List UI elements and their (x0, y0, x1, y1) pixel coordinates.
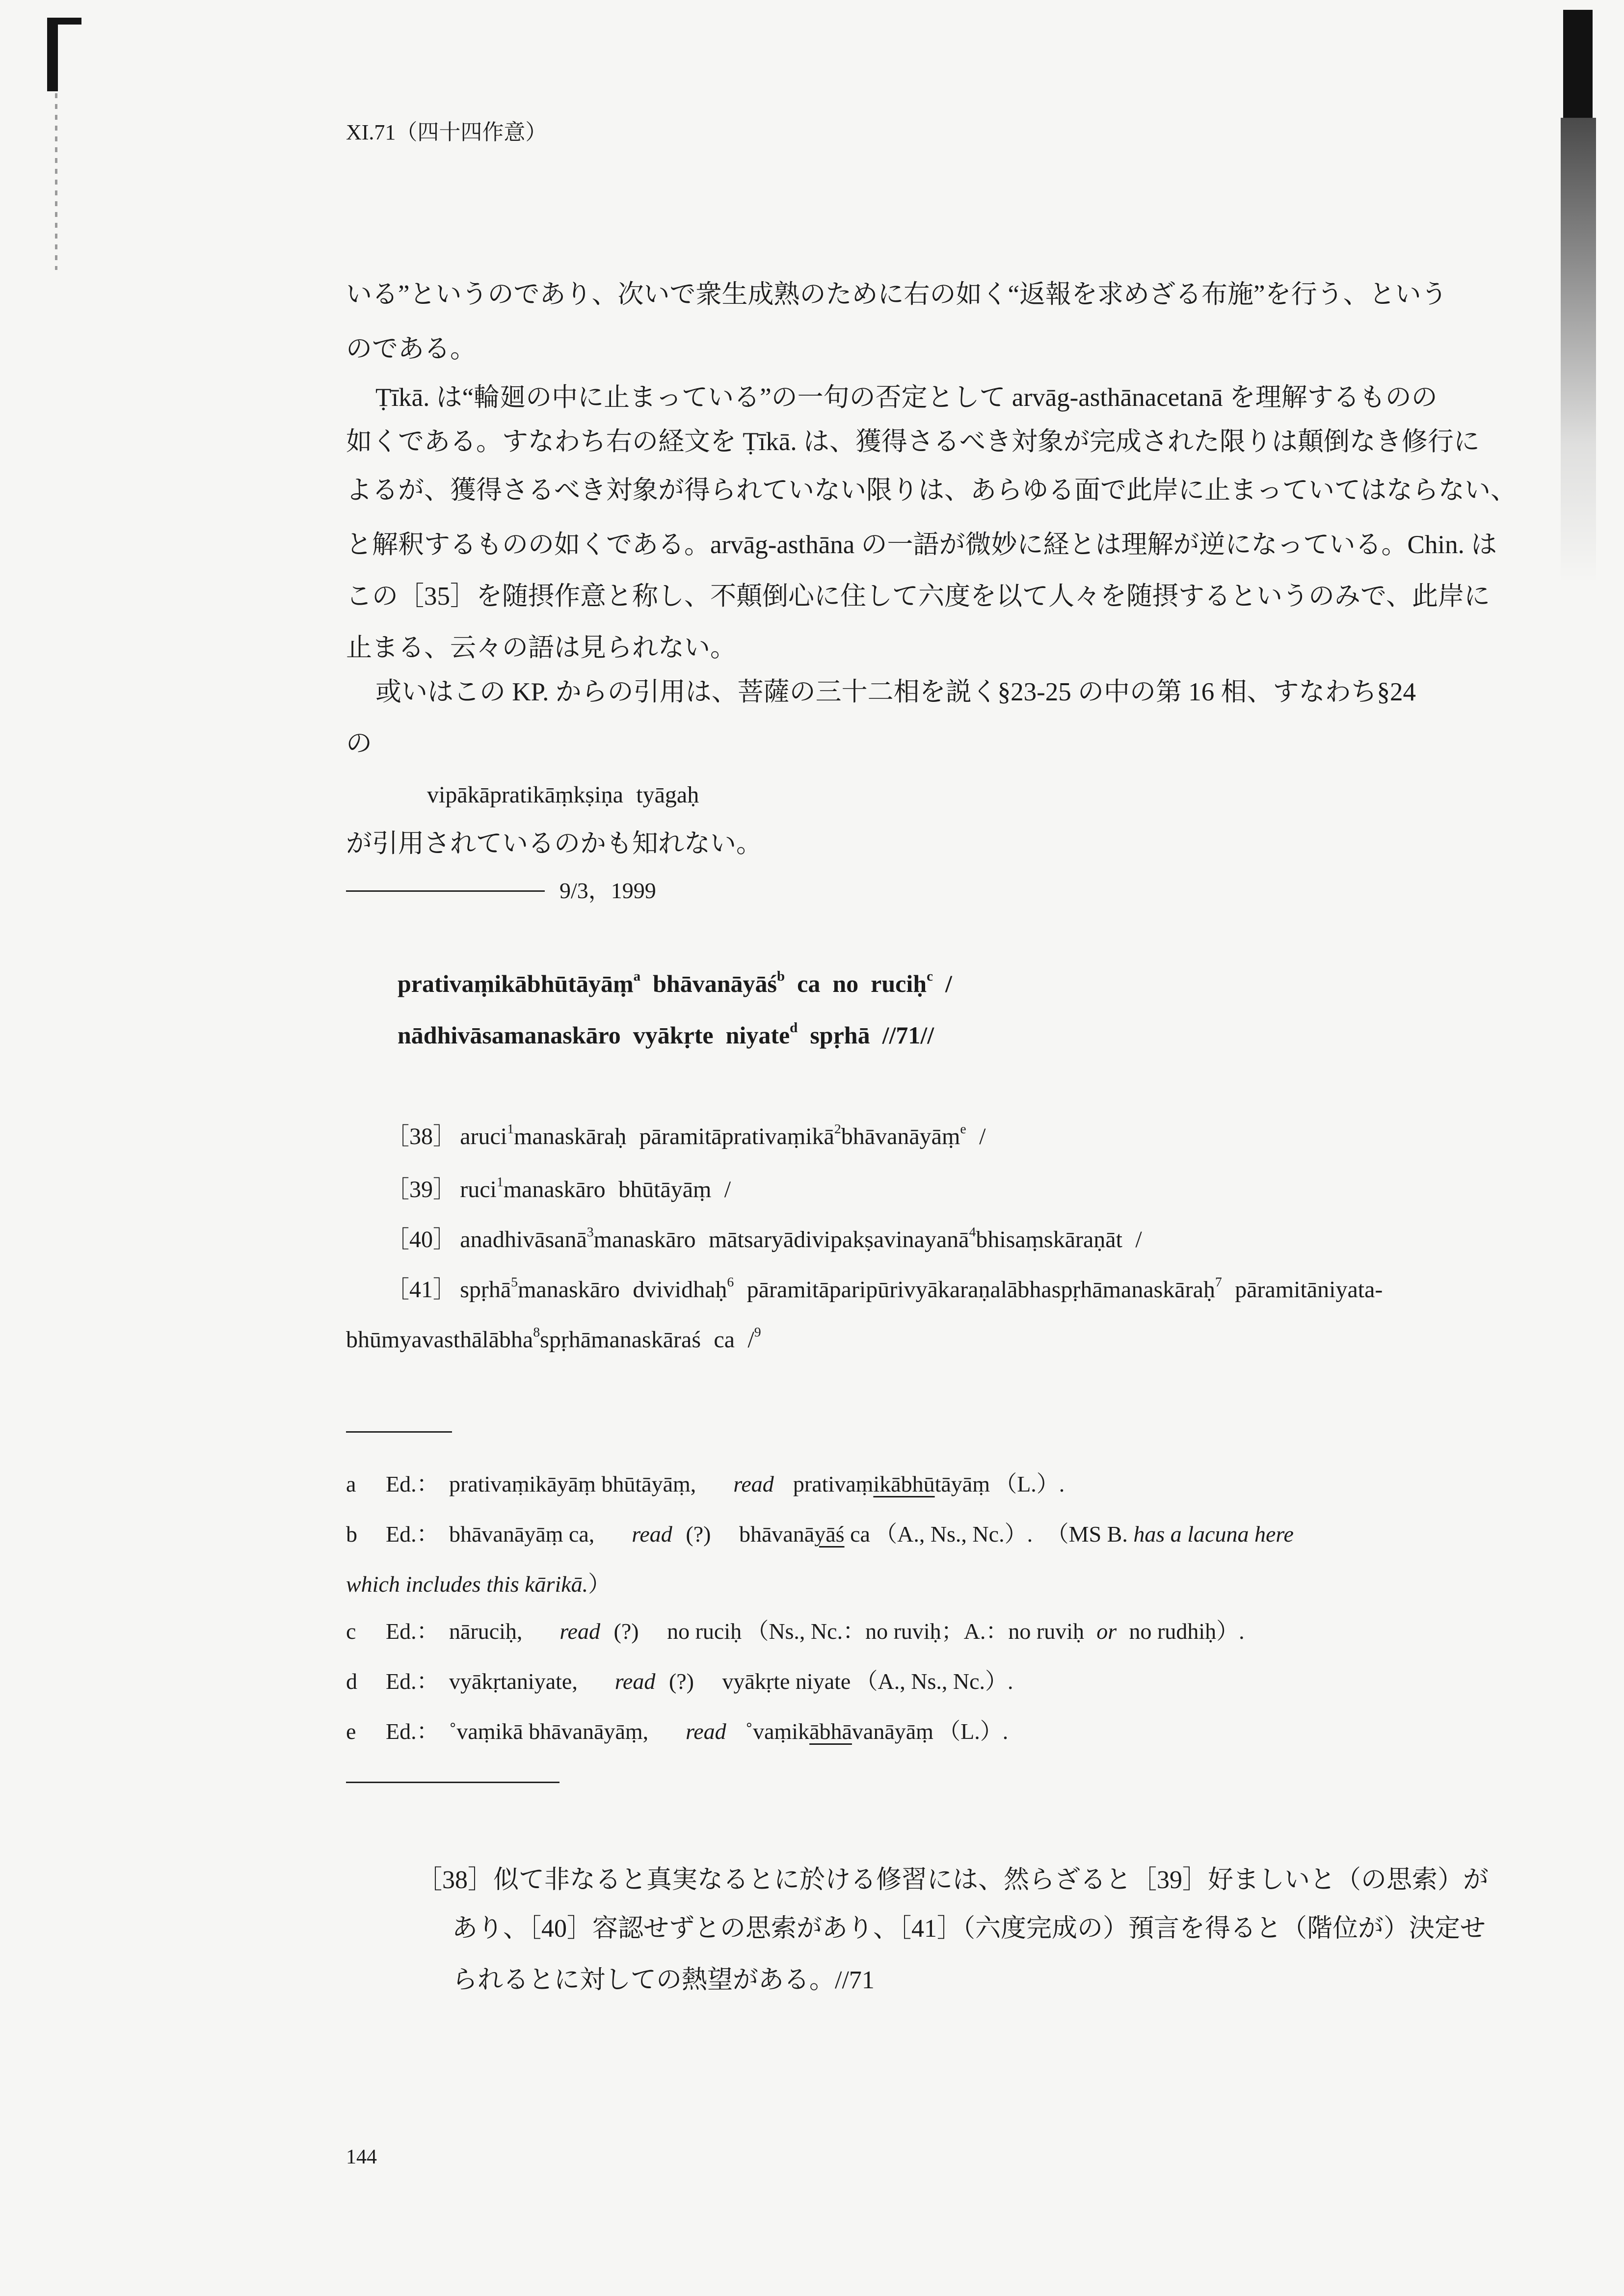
footnote-ed: Ed.： (386, 1471, 439, 1496)
translation-line: あり、［40］容認せずとの思索があり、［41］（六度完成の）預言を得ると（階位が）決定せ (452, 1915, 1486, 1943)
date-dash-rule (346, 890, 545, 892)
footnote-label: c (346, 1619, 356, 1644)
footnote-ed: Ed.： (386, 1719, 439, 1744)
commentary-text: pāramitāparipūrivyākaraṇalābhaspṛhāmanaskāraḥ (734, 1277, 1215, 1303)
section-number: ［38］ (386, 1123, 457, 1149)
reading-part-underlined: yāś (814, 1522, 845, 1547)
commentary-text: bhūmyavasthālābha (346, 1327, 533, 1353)
verse-text: prativaṃikābhūtāyāṃ (398, 970, 634, 997)
footnote-reading (739, 1522, 870, 1547)
footnote-reading (793, 1471, 990, 1496)
commentary-text: manaskāro mātsaryādivipakṣavinayanā (593, 1227, 969, 1253)
note-ref: 9 (754, 1325, 761, 1340)
body-line: 止まる、云々の語は見られない。 (346, 634, 736, 662)
footnote-ed: Ed.： (386, 1619, 439, 1644)
footnote-note-italic: has a lacuna here (1133, 1522, 1294, 1547)
note-ref: 2 (834, 1121, 841, 1137)
body-line: この［35］を随摂作意と称し、不顛倒心に住して六度を以て人々を随摂するというのみで、此岸に (346, 582, 1490, 611)
footnote-ref: b (777, 968, 785, 985)
footnote-ed: Ed.： (386, 1522, 439, 1547)
commentary-line-41 (386, 1275, 1383, 1303)
verse-text: / (932, 970, 952, 997)
footnote-query: (?) (686, 1522, 711, 1547)
commentary-text: aruci (460, 1123, 507, 1149)
footnote-read: read (632, 1522, 672, 1547)
footnote-reading (745, 1719, 933, 1744)
scan-shadow-left-top (47, 18, 81, 25)
footnote-ed-reading: nāruciḥ, (449, 1619, 523, 1644)
reading-part: vanāyāṃ (852, 1719, 933, 1744)
commentary-text: manaskāraḥ pāramitāprativaṃikā (514, 1123, 834, 1149)
scan-shadow-left (47, 18, 58, 91)
body-line: が引用されているのかも知れない。 (346, 829, 762, 858)
footnote-source: no rudhiḥ）. (1129, 1619, 1245, 1644)
reading-part-underlined: ikābhū (873, 1471, 935, 1496)
page-number: 144 (346, 2146, 377, 2168)
commentary-text: spṛhā (460, 1277, 511, 1303)
footnote-label: e (346, 1719, 356, 1744)
footnote-read: read (614, 1669, 656, 1694)
footnote-ed-reading: prativaṃikāyāṃ bhūtāyāṃ, (449, 1471, 696, 1496)
footnote-source: （A., Ns., Nc.）. (875, 1522, 1033, 1547)
scan-streak-left (55, 93, 57, 270)
note-ref: 1 (507, 1121, 514, 1137)
footnote-ref: a (633, 968, 641, 985)
footnote-source: （L.）. (994, 1471, 1065, 1496)
commentary-text: bhisaṃskāraṇāt / (976, 1227, 1142, 1253)
footnote-label: a (346, 1471, 356, 1496)
reading-part: ca (844, 1522, 870, 1547)
reading-part-underlined: ābhā (809, 1719, 852, 1744)
footnote-note-italic: which includes this kārikā. (346, 1572, 588, 1597)
footnote-or: or (1096, 1619, 1117, 1644)
footnote-label: d (346, 1669, 357, 1694)
commentary-text: ruci (460, 1176, 497, 1202)
footnote-ref: e (960, 1121, 966, 1137)
body-line: よるが、獲得さるべき対象が得られていない限りは、あらゆる面で此岸に止まっていてはならない、 (346, 476, 1517, 505)
footnote-b (346, 1523, 1294, 1546)
translation-line: ［38］似て非なると真実なるとに於ける修習には、然らざると［39］好ましいと（の思索）が (417, 1866, 1489, 1894)
footnote-query: (?) (668, 1669, 694, 1694)
footnote-e (346, 1720, 1008, 1743)
footnote-reading: no ruciḥ (667, 1619, 742, 1644)
footnote-ed: Ed.： (386, 1669, 439, 1694)
commentary-text: manaskāro bhūtāyāṃ / (503, 1176, 731, 1202)
footnote-source: （A., Ns., Nc.）. (855, 1669, 1013, 1694)
commentary-line-40 (386, 1225, 1142, 1253)
verse-text: ca no ruciḥ (785, 970, 927, 997)
verse-line (398, 968, 952, 997)
body-line: のである。 (346, 335, 476, 363)
reading-part: prativaṃ (793, 1471, 874, 1496)
footnote-ed-reading: bhāvanāyāṃ ca, (449, 1522, 595, 1547)
body-line: いる”というのであり、次いで衆生成熟のために右の如く“返報を求めざる布施”を行う、という (346, 280, 1447, 309)
note-ref: 4 (969, 1225, 976, 1240)
translation-separator (346, 1782, 559, 1783)
footnote-ed-reading: vyākṛtaniyate, (449, 1669, 578, 1694)
commentary-line-39 (386, 1175, 731, 1202)
footnote-source: （Ns., Nc.：no ruviḥ；A.：no ruviḥ (746, 1619, 1084, 1644)
commentary-text: spṛhāmanaskāraś ca / (540, 1327, 754, 1353)
commentary-text: pāramitāniyata- (1222, 1277, 1383, 1303)
section-number: ［39］ (386, 1176, 457, 1202)
body-line: と解釈するものの如くである。arvāg-asthāna の一語が微妙に経とは理解が逆になっている。Chin. は (346, 531, 1497, 559)
footnote-note: （MS B. (1046, 1522, 1128, 1547)
commentary-line-38 (386, 1121, 986, 1149)
footnote-query: (?) (613, 1619, 639, 1644)
reading-part: ˚vaṃik (745, 1719, 810, 1744)
note-ref: 7 (1215, 1275, 1222, 1290)
footnote-c (346, 1620, 1245, 1643)
commentary-line-41-cont (346, 1325, 761, 1353)
section-number: ［41］ (386, 1277, 457, 1303)
note-ref: 1 (496, 1175, 504, 1190)
footnote-a (346, 1473, 1065, 1495)
translation-line: られるとに対しての熱望がある。//71 (452, 1966, 875, 1994)
verse-text: bhāvanāyāś (640, 970, 777, 997)
note-ref: 5 (511, 1275, 518, 1290)
body-line: Ṭīkā. は“輪廻の中に止まっている”の一句の否定として arvāg-asthānacetanā を理解するものの (375, 383, 1438, 412)
commentary-text: anadhivāsanā (460, 1227, 587, 1253)
footnote-d (346, 1670, 1013, 1693)
footnote-reading: vyākṛte niyate (722, 1669, 851, 1694)
scan-streak-right (1561, 118, 1596, 584)
reading-part: tāyāṃ (934, 1471, 990, 1496)
running-header: XI.71（四十四作意） (346, 120, 547, 144)
footnote-ref: d (790, 1020, 798, 1036)
footnote-read: read (559, 1619, 600, 1644)
commentary-text: bhāvanāyāṃ (841, 1123, 960, 1149)
body-line: 或いはこの KP. からの引用は、菩薩の三十二相を説く§23-25 の中の第 16 相、すなわち§24 (375, 678, 1416, 706)
date-stamp: 9/3，1999 (559, 878, 656, 903)
verse-line (398, 1020, 934, 1049)
commentary-text: manaskāro dvividhaḥ (518, 1277, 727, 1303)
footnote-ed-reading: ˚vaṃikā bhāvanāyāṃ, (449, 1719, 649, 1744)
scan-shadow-right (1563, 10, 1593, 118)
sanskrit-quote: vipākāpratikāṃkṣiṇa tyāgaḥ (427, 782, 699, 808)
verse-text: spṛhā //71// (798, 1021, 934, 1049)
footnote-read: read (686, 1719, 726, 1744)
body-line: 如くである。すなわち右の経文を Ṭīkā. は、獲得さるべき対象が完成された限りは顛倒なき修行に (346, 427, 1480, 456)
note-ref: 3 (586, 1225, 594, 1240)
footnote-read: read (733, 1471, 774, 1496)
footnote-note-close: ） (588, 1572, 611, 1597)
footnote-label: b (346, 1522, 357, 1547)
note-ref: 8 (533, 1325, 540, 1340)
footnote-separator (346, 1431, 452, 1433)
reading-part: bhāvanā (739, 1522, 815, 1547)
footnote-source: （L.）. (938, 1719, 1009, 1744)
note-ref: 6 (727, 1275, 734, 1290)
verse-text: nādhivāsamanaskāro vyākṛte niyate (398, 1021, 790, 1049)
section-number: ［40］ (386, 1227, 457, 1253)
footnote-ref: c (927, 968, 933, 985)
commentary-text: / (966, 1123, 986, 1149)
footnote-b-cont (346, 1573, 611, 1596)
body-line: の (346, 729, 372, 758)
